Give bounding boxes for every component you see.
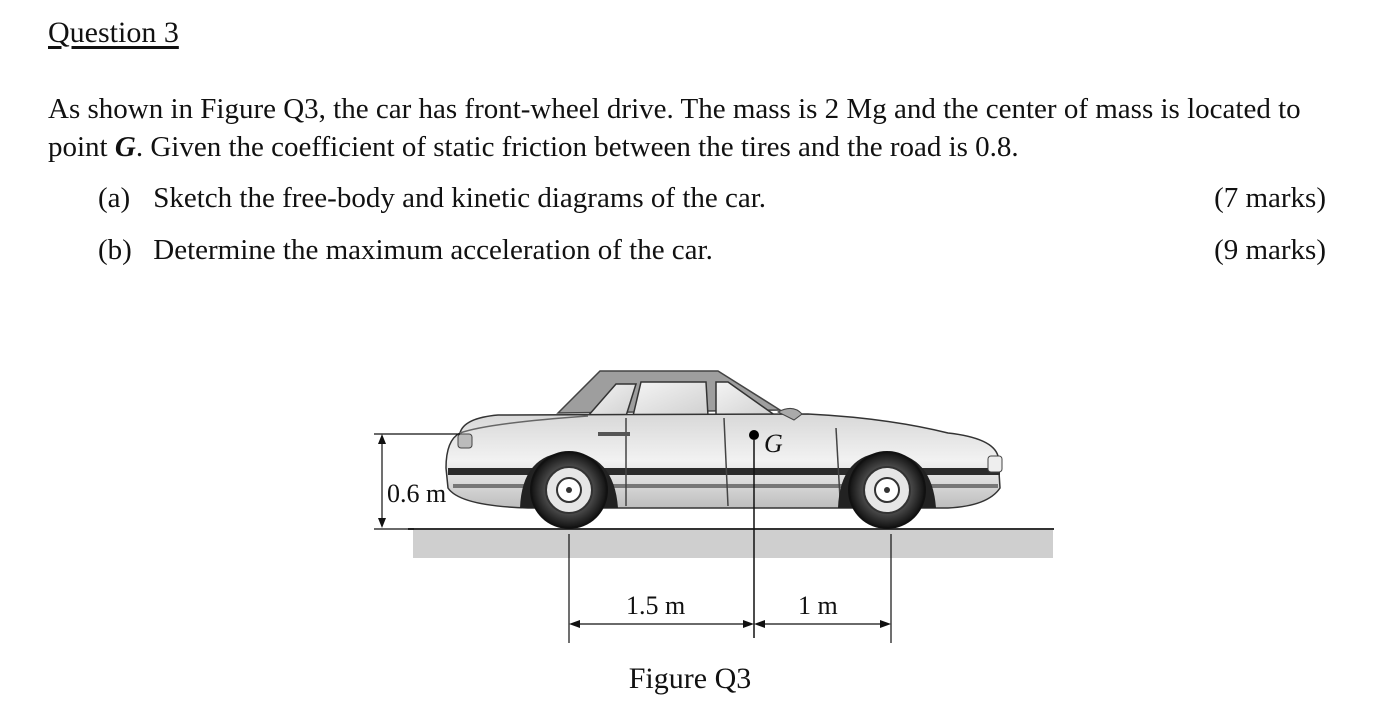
rear-bumper xyxy=(458,434,472,448)
part-a-text: Sketch the free-body and kinetic diagrams of the car. xyxy=(153,182,767,214)
part-a-marks: (7 marks) xyxy=(1214,182,1326,214)
part-b xyxy=(98,232,1326,268)
part-a-label: (a) xyxy=(98,182,131,214)
height-arrow-bottom xyxy=(378,518,386,528)
front-dim-arrow-left xyxy=(754,620,765,628)
figure-caption: Figure Q3 xyxy=(628,662,752,695)
question-intro xyxy=(48,90,1348,166)
door-handle-rear xyxy=(598,432,630,436)
figure-q3 xyxy=(288,338,1068,663)
car xyxy=(446,371,1002,528)
ground xyxy=(413,530,1053,558)
front-wheel xyxy=(849,452,925,528)
height-arrow-top xyxy=(378,434,386,444)
part-b-question xyxy=(98,232,713,268)
side-window-rear xyxy=(633,382,708,416)
part-b-text: Determine the maximum acceleration of the car. xyxy=(153,234,713,266)
part-b-marks: (9 marks) xyxy=(1214,234,1326,266)
front-dimension-label: 1 m xyxy=(798,591,838,620)
rear-dim-arrow-left xyxy=(569,620,580,628)
part-a xyxy=(98,180,1326,216)
point-g-symbol: G xyxy=(114,131,136,163)
rear-dimension-label: 1.5 m xyxy=(626,591,686,620)
point-g-label: G xyxy=(764,429,783,458)
front-dim-arrow-right xyxy=(880,620,891,628)
part-a-question xyxy=(98,180,766,216)
rear-wheel xyxy=(531,452,607,528)
rear-dim-arrow-right xyxy=(743,620,754,628)
intro-text-start: As shown in Figure Q3, the car has front-wheel drive. The mass is 2 Mg and the center of mass is located to point xyxy=(48,93,1301,163)
car-diagram xyxy=(288,338,1068,663)
center-of-mass-point xyxy=(749,430,759,440)
height-label: 0.6 m xyxy=(387,479,447,508)
question-heading: Question 3 xyxy=(48,16,179,49)
part-b-label: (b) xyxy=(98,234,132,266)
intro-text-end: . Given the coefficient of static friction between the tires and the road is 0.8. xyxy=(135,131,1019,163)
headlight xyxy=(988,456,1002,472)
side-window-front xyxy=(716,382,776,416)
